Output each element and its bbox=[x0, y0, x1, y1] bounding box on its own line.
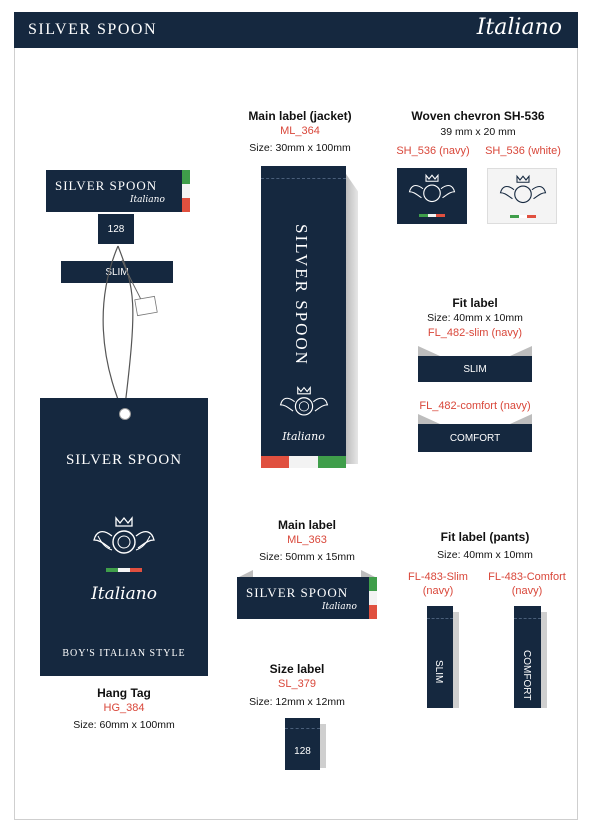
main-label-jacket-size: Size: 30mm x 100mm bbox=[249, 142, 351, 154]
fit-label-pants-comfort bbox=[514, 606, 541, 708]
woven-chevron-navy bbox=[397, 168, 467, 224]
fit-label-pants-comfort-text: COMFORT bbox=[521, 650, 532, 701]
main-label-script: Italiano bbox=[322, 602, 357, 612]
hang-tag-top-label-brand: SILVER SPOON bbox=[55, 178, 158, 193]
italian-flag-stripe bbox=[510, 215, 536, 218]
header-script-logo: Italiano bbox=[476, 15, 562, 40]
fold-line bbox=[514, 618, 541, 619]
hang-tag-size: Size: 60mm x 100mm bbox=[73, 719, 175, 731]
fit-label-comfort-text: COMFORT bbox=[449, 432, 501, 444]
crest-icon bbox=[92, 514, 156, 564]
hang-tag-size-tab-text: 128 bbox=[107, 223, 125, 235]
fit-label-pants-comfort-code-sub: (navy) bbox=[511, 585, 543, 597]
hang-tag-card-brand: SILVER SPOON bbox=[65, 452, 183, 468]
main-label-size: Size: 50mm x 15mm bbox=[259, 551, 355, 563]
woven-chevron-white bbox=[487, 168, 557, 224]
italian-flag-stripe bbox=[369, 577, 377, 619]
main-label-code: ML_363 bbox=[287, 534, 327, 546]
hang-tag-card-script: Italiano bbox=[91, 584, 157, 604]
fit-label-title: Fit label bbox=[452, 296, 498, 310]
main-label-jacket-script: Italiano bbox=[282, 430, 325, 443]
size-label-size: Size: 12mm x 12mm bbox=[249, 696, 345, 708]
fit-label-pants-comfort-code: FL-483-Comfort bbox=[488, 571, 566, 583]
woven-chevron-title: Woven chevron SH-536 bbox=[411, 109, 545, 123]
size-label bbox=[285, 718, 320, 770]
main-label-jacket-brand: SILVER SPOON bbox=[292, 224, 311, 366]
crest-icon bbox=[408, 171, 456, 211]
main-label-brand: SILVER SPOON bbox=[246, 585, 349, 600]
fold-line bbox=[285, 728, 320, 729]
header-brand: SILVER SPOON bbox=[28, 21, 157, 38]
fit-label-slim bbox=[418, 356, 532, 382]
main-label bbox=[237, 577, 377, 619]
hang-tag-code: HG_384 bbox=[103, 702, 145, 714]
main-label-jacket bbox=[261, 166, 346, 468]
size-label-shadow bbox=[320, 724, 326, 768]
main-label-jacket-shadow bbox=[346, 174, 358, 464]
main-label-jacket-code: ML_364 bbox=[280, 125, 320, 137]
size-label-code: SL_379 bbox=[278, 678, 316, 690]
crest-icon bbox=[279, 384, 329, 424]
fit-label-pants-slim-code: FL-483-Slim bbox=[408, 571, 468, 583]
fit-label-comfort-fold bbox=[418, 414, 532, 424]
main-label-title: Main label bbox=[277, 518, 336, 532]
fit-label-pants-comfort-shadow bbox=[541, 612, 547, 708]
italian-flag-stripe bbox=[106, 568, 142, 572]
main-label-jacket-title: Main label (jacket) bbox=[248, 109, 352, 123]
size-label-title: Size label bbox=[269, 662, 325, 676]
fit-label-comfort bbox=[418, 424, 532, 452]
fit-label-size: Size: 40mm x 10mm bbox=[427, 312, 523, 324]
hang-tag-hole bbox=[119, 408, 131, 420]
fit-label-pants-title: Fit label (pants) bbox=[440, 530, 530, 544]
fold-line bbox=[261, 178, 346, 179]
fit-label-pants-slim-shadow bbox=[453, 612, 459, 708]
hang-tag-title: Hang Tag bbox=[97, 686, 151, 700]
italian-flag-stripe bbox=[419, 214, 445, 217]
italian-flag-stripe bbox=[261, 456, 346, 468]
fit-label-slim-fold bbox=[418, 346, 532, 356]
woven-chevron-size: 39 mm x 20 mm bbox=[440, 126, 516, 138]
fit-label-pants-slim-text: SLIM bbox=[433, 660, 444, 684]
fit-label-pants-slim-code-sub: (navy) bbox=[422, 585, 454, 597]
crest-icon bbox=[499, 172, 547, 212]
fold-line bbox=[427, 618, 453, 619]
hang-tag-top-label-script: Italiano bbox=[130, 195, 165, 205]
fit-label-pants-size: Size: 40mm x 10mm bbox=[437, 549, 533, 561]
hang-tag-card bbox=[40, 398, 208, 676]
fit-label-pants-slim bbox=[427, 606, 453, 708]
hang-tag-fit-tab-text: SLIM bbox=[105, 266, 129, 278]
fit-label-slim-code: FL_482-slim (navy) bbox=[427, 327, 523, 339]
woven-chevron-white-code: SH_536 (white) bbox=[485, 145, 561, 157]
fit-label-slim-text: SLIM bbox=[463, 363, 487, 375]
size-label-text: 128 bbox=[294, 746, 311, 757]
hang-tag-card-tagline: BOY'S ITALIAN STYLE bbox=[62, 648, 186, 659]
fit-label-comfort-code: FL_482-comfort (navy) bbox=[419, 400, 531, 412]
woven-chevron-navy-code: SH_536 (navy) bbox=[396, 145, 470, 157]
